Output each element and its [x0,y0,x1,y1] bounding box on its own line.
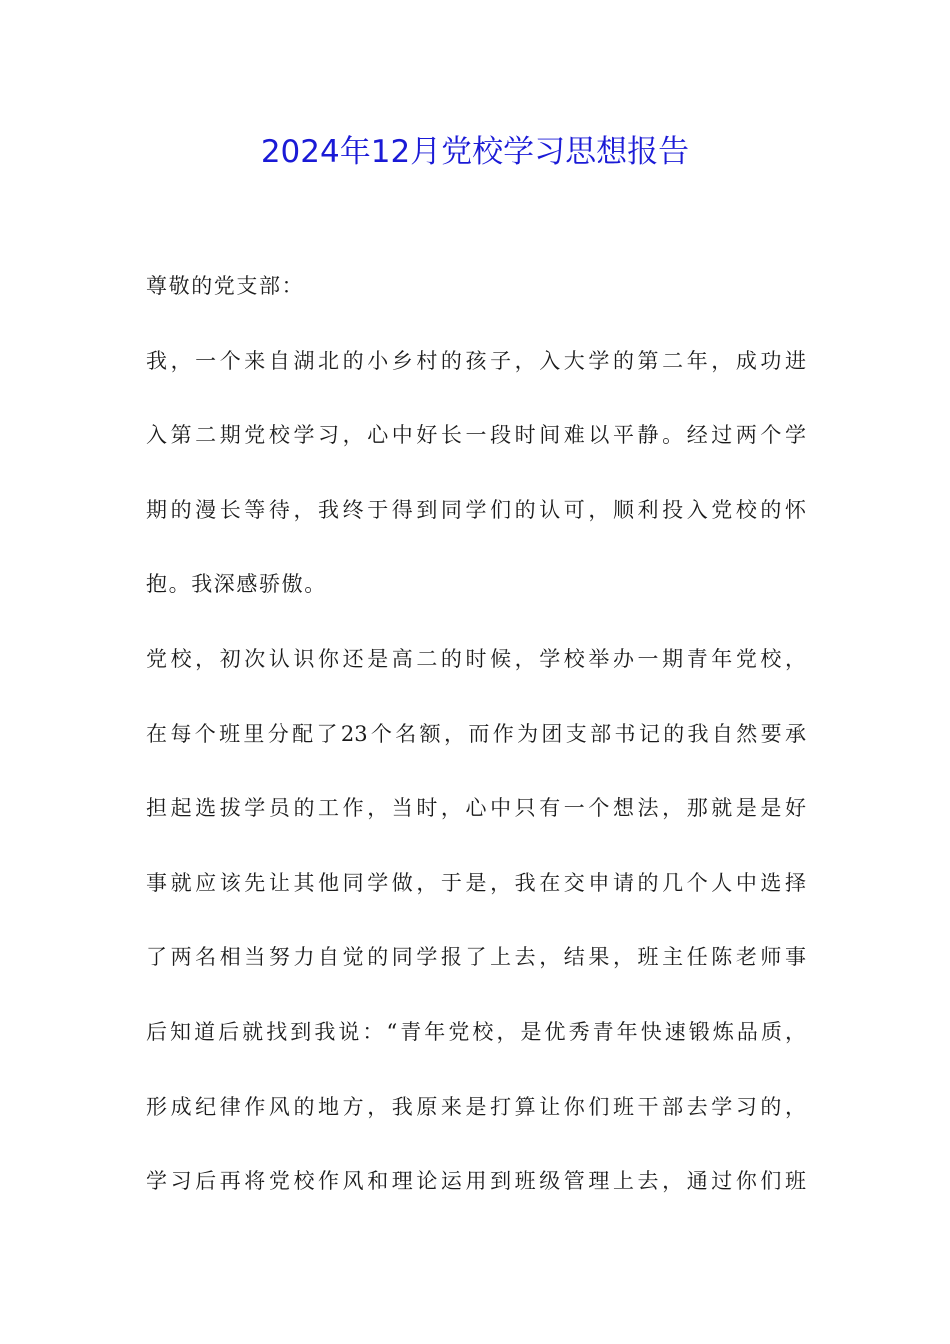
paragraph-line: 入第二期党校学习，心中好长一段时间难以平静。经过两个学 [146,423,806,448]
paragraph-line: 担起选拔学员的工作，当时，心中只有一个想法，那就是是好 [146,796,806,821]
paragraph-line: 在每个班里分配了23个名额，而作为团支部书记的我自然要承 [146,721,806,746]
paragraph-line: 了两名相当努力自觉的同学报了上去，结果，班主任陈老师事 [146,945,806,970]
paragraph-line: 我，一个来自湖北的小乡村的孩子，入大学的第二年，成功进 [146,348,806,373]
paragraph-line: 后知道后就找到我说：“青年党校，是优秀青年快速锻炼品质， [146,1019,806,1044]
paragraph-line: 党校，初次认识你还是高二的时候，学校举办一期青年党校， [146,646,806,671]
paragraph-line: 事就应该先让其他同学做，于是，我在交申请的几个人中选择 [146,870,806,895]
paragraph-line: 期的漫长等待，我终于得到同学们的认可，顺利投入党校的怀 [146,497,806,522]
paragraph-line: 学习后再将党校作风和理论运用到班级管理上去，通过你们班 [146,1169,806,1194]
document-title: 2024年12月党校学习思想报告 [260,134,690,170]
document-body [146,262,806,1232]
paragraph-line: 形成纪律作风的地方，我原来是打算让你们班干部去学习的， [146,1094,806,1119]
paragraph-line: 抱。我深感骄傲。 [146,572,327,597]
salutation: 尊敬的党支部： [146,274,305,298]
